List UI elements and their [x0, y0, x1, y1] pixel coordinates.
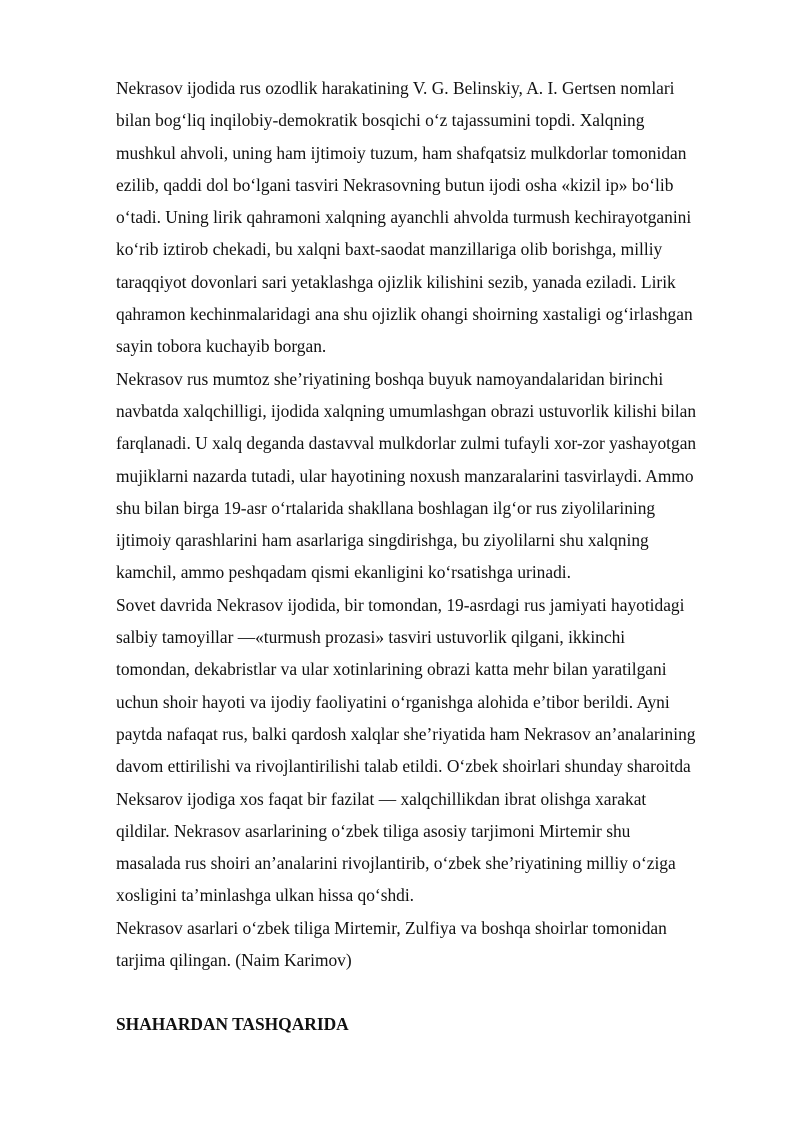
section-heading: SHAHARDAN TASHQARIDA — [116, 1014, 349, 1035]
paragraph-3: Sovet davrida Nekrasov ijodida, bir tomondan, 19-asrdagi rus jamiyati hayotidagi salbiy tamoyillar —«turmush prozasi» tasviri ustuvorlik qilgani, ikkinchi tomondan, dekabristlar va ular xotinlarining obrazi katta mehr bilan yaratilgani uchun shoir hayoti va ijodiy faoliyatini o‘rganishga alohida e’tibor berildi. Ayni paytda nafaqat rus, balki qardosh xalqlar she’riyatida ham Nekrasov an’analarining davom ettirilishi va rivojlantirilishi talab etildi. O‘zbek shoirlari shunday sharoitda Neksarov ijodiga xos faqat bir fazilat — xalqchillikdan ibrat olishga xarakat qildilar. Nekrasov asarlarining o‘zbek tiliga asosiy tarjimoni Mirtemir shu masalada rus shoiri an’analarini rivojlantirib, o‘zbek she’riyatining milliy o‘ziga xosligini ta’minlashga ulkan hissa qo‘shdi. — [116, 594, 696, 906]
paragraph-4: Nekrasov asarlari o‘zbek tiliga Mirtemir, Zulfiya va boshqa shoirlar tomonidan tarjima qilingan. (Naim Karimov) — [116, 917, 667, 971]
document-page — [116, 72, 750, 1041]
blank-line — [116, 976, 750, 1008]
paragraph-1: Nekrasov ijodida rus ozodlik harakatining V. G. Belinskiy, A. I. Gertsen nomlari bilan bog‘liq inqilobiy-demokratik bosqichi o‘z tajassumini topdi. Xalqning mushkul ahvoli, uning ham ijtimoiy tuzum, ham shafqatsiz mulkdorlar tomonidan ezilib, qaddi dol bo‘lgani tasviri Nekrasovning butun ijodi osha «kizil ip» bo‘lib o‘tadi. Uning lirik qahramoni xalqning ayanchli ahvolda turmush kechirayotganini ko‘rib iztirob chekadi, bu xalqni baxt-saodat manzillariga olib borishga, milliy taraqqiyot dovonlari sari yetaklashga ojizlik kilishini sezib, yanada eziladi. Lirik qahramon kechinmalaridagi ana shu ojizlik ohangi shoirning xastaligi og‘irlashgan sayin tobora kuchayib borgan. — [116, 78, 693, 357]
paragraph-2: Nekrasov rus mumtoz she’riyatining boshqa buyuk namoyandalaridan birinchi navbatda xalqchilligi, ijodida xalqning umumlashgan obrazi ustuvorlik kilishi bilan farqlanadi. U xalq deganda dastavval mulkdorlar zulmi tufayli xor-zor yashayotgan mujiklarni nazarda tutadi, ular hayotining noxush manzaralarini tasvirlaydi. Ammo shu bilan birga 19-asr o‘rtalarida shakllana boshlagan ilg‘or rus ziyolilarining ijtimoiy qarashlarini ham asarlariga singdirishga, bu ziyolilarni shu xalqning kamchil, ammo peshqadam qismi ekanligini ko‘rsatishga urinadi. — [116, 368, 697, 583]
